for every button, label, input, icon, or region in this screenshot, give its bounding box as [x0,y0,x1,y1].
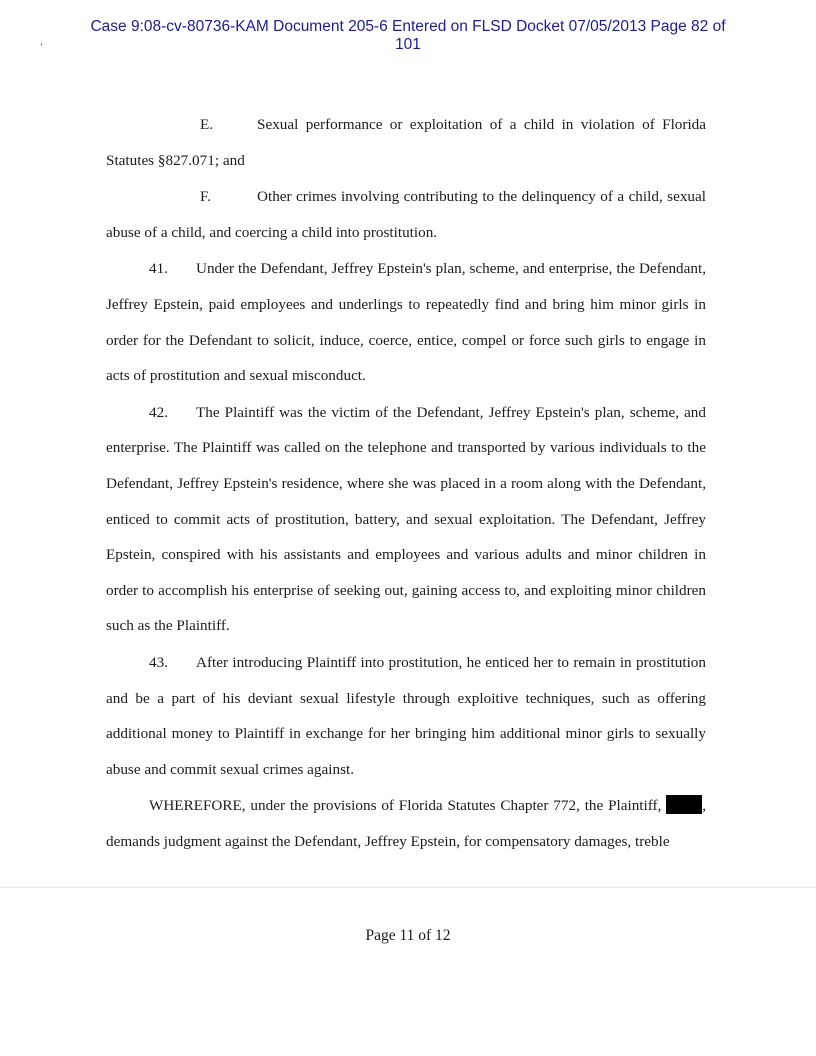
paragraph-43 [106,645,706,787]
paragraph-text: Under the Defendant, Jeffrey Epstein's plan, scheme, and enterprise, the Defendant, Jeffrey Epstein, paid employees and underlings to repeatedly find and bring him minor girls in order for the Defendant to solicit, induce, coerce, entice, compel or force such girls to engage in acts of prostitution and sexual misconduct. [106,260,706,385]
subparagraph-marker: E. [200,116,214,133]
document-body [106,107,706,860]
docket-header-line2: 101 [395,36,421,53]
scan-artifact-mark: ʼ [40,42,43,52]
wherefore-text-before: WHEREFORE, under the provisions of Florida Statutes Chapter 772, the Plaintiff, [149,797,667,815]
redaction-box [666,795,702,814]
paragraph-text: After introducing Plaintiff into prostitution, he enticed her to remain in prostitution and be a part of his deviant sexual lifestyle through exploitive techniques, such as offering additional money to Plaintiff in exchange for her bringing him additional minor girls to sexually abuse and commit sexual crimes against. [106,653,706,778]
paragraph-41 [106,251,706,393]
paragraph-42 [106,395,706,644]
subparagraph-f [106,179,706,250]
page-footer [0,927,816,945]
paragraph-number: 43. [149,653,168,671]
paragraph-number: 42. [149,403,168,421]
subparagraph-text: Sexual performance or exploitation of a child in violation of Florida Statutes §827.071; and [106,116,706,169]
paragraph-text: The Plaintiff was the victim of the Defendant, Jeffrey Epstein's plan, scheme, and enterprise. The Plaintiff was called on the telephone and transported by various individuals to the Defendant, Jeffrey Epstein's residence, where she was placed in a room along with the Defendant, enticed to commit acts of prostitution, battery, and sexual exploitation. The Defendant, Jeffrey Epstein, conspired with his assistants and employees and various adults and minor children in order to accomplish his enterprise of seeking out, gaining access to, and exploiting minor children such as the Plaintiff. [106,403,706,635]
wherefore-text-after: , demands judgment against the Defendant, Jeffrey Epstein, for compensatory damages, treble [106,797,706,850]
paragraph-number: 41. [149,260,168,278]
docket-header [0,18,816,54]
wherefore-clause [106,788,706,859]
page-number: Page 11 of 12 [365,927,451,944]
docket-header-line1: Case 9:08-cv-80736-KAM Document 205-6 Entered on FLSD Docket 07/05/2013 Page 82 of [90,18,726,35]
subparagraph-text: Other crimes involving contributing to the delinquency of a child, sexual abuse of a child, and coercing a child into prostitution. [106,188,706,241]
subparagraph-e [106,107,706,178]
scan-divider [0,887,816,888]
subparagraph-marker: F. [200,188,212,206]
